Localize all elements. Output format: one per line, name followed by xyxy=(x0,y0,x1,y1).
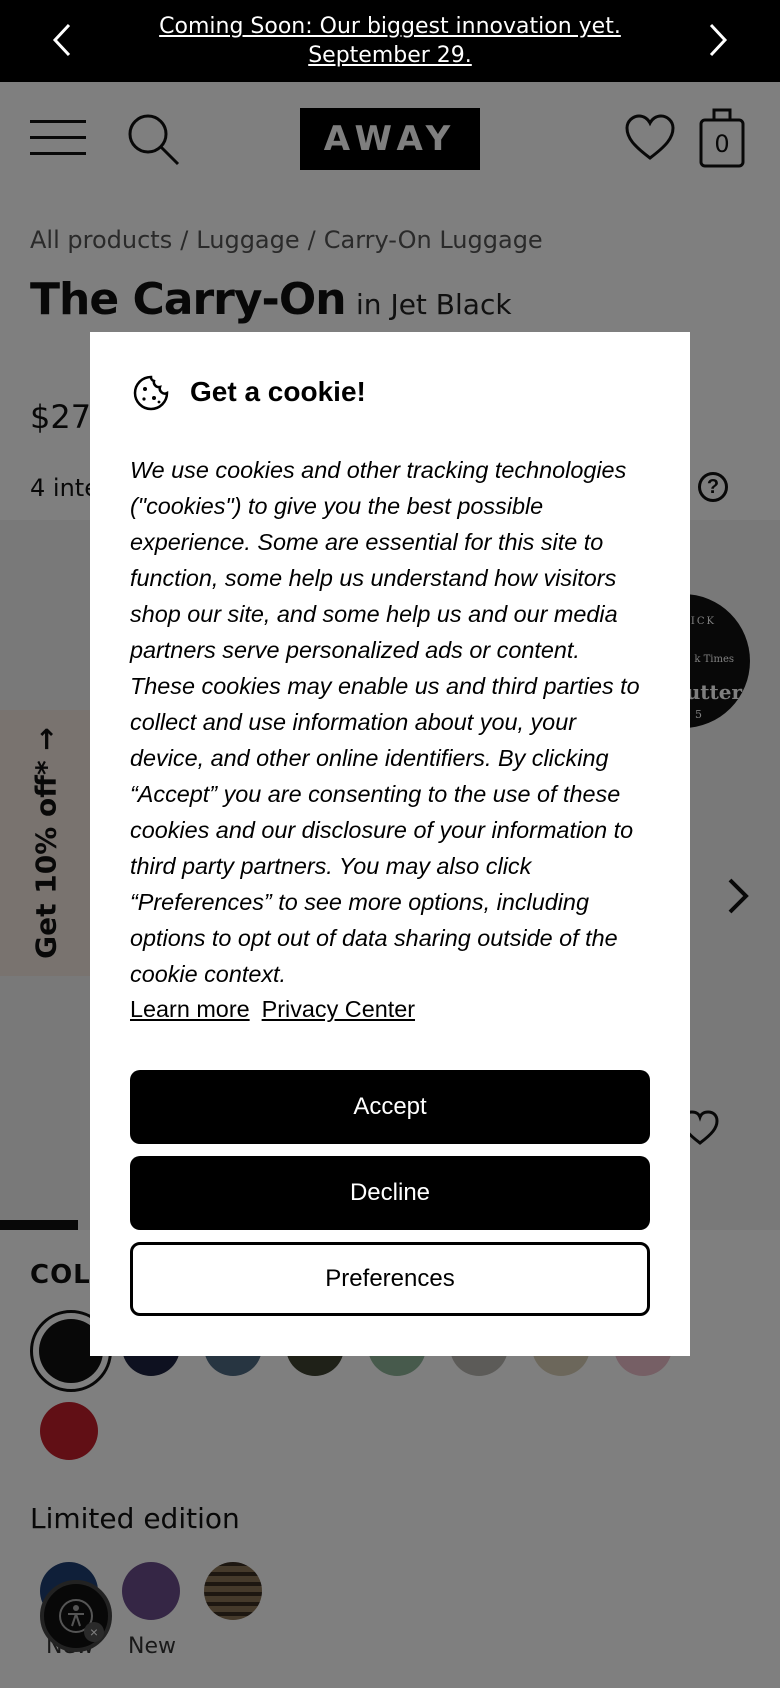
chevron-left-icon[interactable] xyxy=(42,20,82,60)
cookie-consent-dialog xyxy=(90,332,690,1356)
learn-more-link[interactable]: Learn more xyxy=(130,996,250,1022)
privacy-center-link[interactable]: Privacy Center xyxy=(261,996,416,1022)
decline-button[interactable]: Decline xyxy=(130,1156,650,1230)
preferences-button[interactable]: Preferences xyxy=(130,1242,650,1316)
announcement-link[interactable]: Coming Soon: Our biggest innovation yet. September 29. xyxy=(159,14,621,68)
cookie-dialog-title: Get a cookie! xyxy=(190,376,366,407)
cookie-dialog-body: We use cookies and other tracking technologies ("cookies") to give you the best possible experience. Some are essential for this site to function, some help us understand how visitors shop our site, and some help us and our media partners serve personalized ads or content. These cookies may enable us and third parties to collect and use information about you, your device, and other online identifiers. By clicking “Accept” you are consenting to the use of these cookies and our disclosure of your information to third party partners. You may also click “Preferences” to see more options, including options to opt out of data sharing outside of the cookie context. xyxy=(130,457,640,987)
accept-button[interactable]: Accept xyxy=(130,1070,650,1144)
chevron-right-icon[interactable] xyxy=(698,20,738,60)
cookie-links xyxy=(130,996,415,1023)
cookie-icon xyxy=(132,374,170,412)
announcement-bar xyxy=(0,0,780,82)
